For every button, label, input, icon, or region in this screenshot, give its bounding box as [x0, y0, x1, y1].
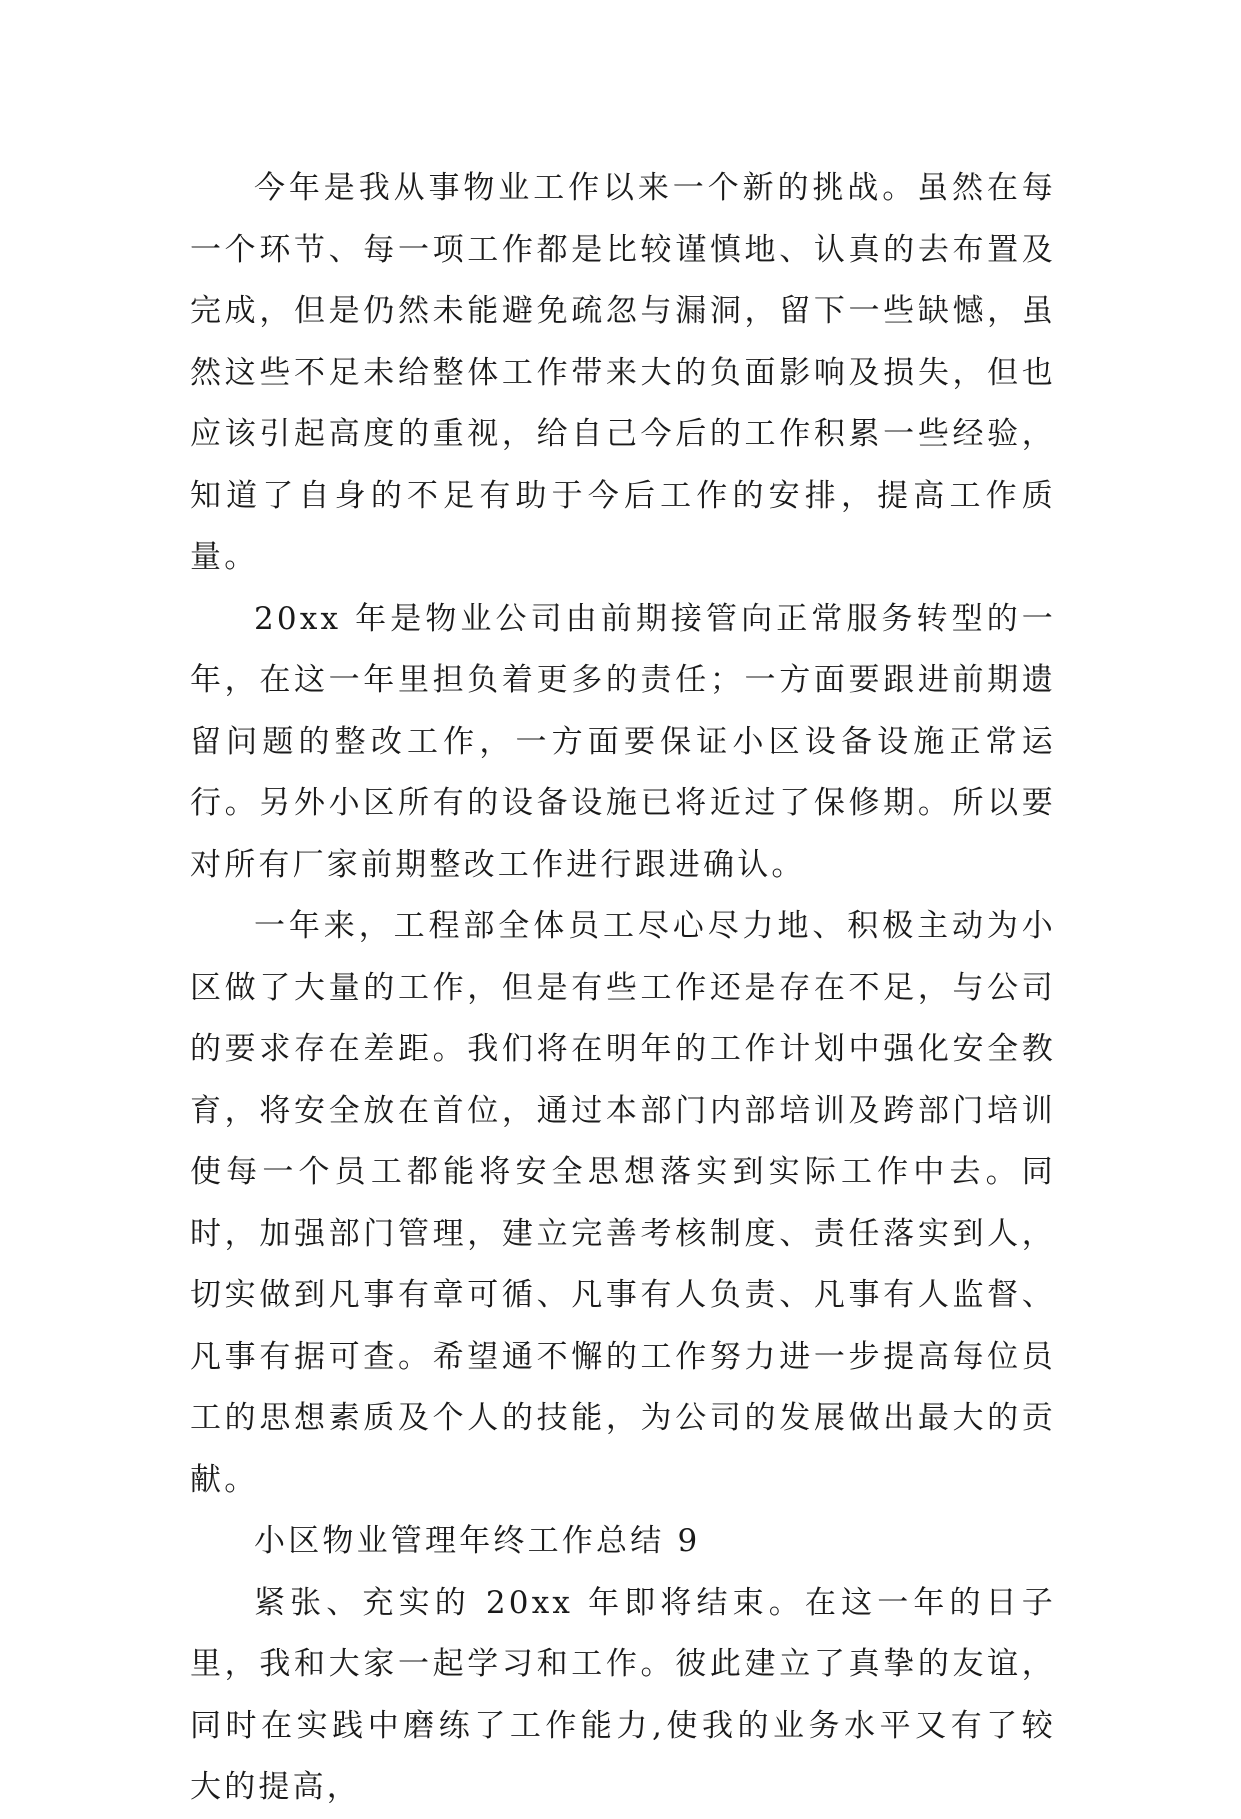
- section-heading: 小区物业管理年终工作总结 9: [254, 1523, 701, 1559]
- paragraph-transition-year: 20xx 年是物业公司由前期接管向正常服务转型的一年，在这一年里担负着更多的责任；一方面要跟进前期遗留问题的整改工作，一方面要保证小区设备设施正常运行。另外小区所有的设备设施已将近过了保修期。所以要对所有厂家前期整改工作进行跟进确认。: [190, 600, 1056, 883]
- paragraph-year-end: 紧张、充实的 20xx 年即将结束。在这一年的日子里，我和大家一起学习和工作。彼此建立了真挚的友谊，同时在实践中磨练了工作能力,使我的业务水平又有了较大的提高，: [190, 1584, 1056, 1805]
- paragraph-engineering-dept: 一年来，工程部全体员工尽心尽力地、积极主动为小区做了大量的工作，但是有些工作还是存在不足，与公司的要求存在差距。我们将在明年的工作计划中强化安全教育，将安全放在首位，通过本部门内部培训及跨部门培训使每一个员工都能将安全思想落实到实际工作中去。同时，加强部门管理，建立完善考核制度、责任落实到人，切实做到凡事有章可循、凡事有人负责、凡事有人监督、凡事有据可查。希望通不懈的工作努力进一步提高每位员工的思想素质及个人的技能，为公司的发展做出最大的贡献。: [190, 908, 1056, 1498]
- paragraph-challenge: 今年是我从事物业工作以来一个新的挑战。虽然在每一个环节、每一项工作都是比较谨慎地、认真的去布置及完成，但是仍然未能避免疏忽与漏洞，留下一些缺憾，虽然这些不足未给整体工作带来大的负面影响及损失，但也应该引起高度的重视，给自己今后的工作积累一些经验，知道了自身的不足有助于今后工作的安排，提高工作质量。: [190, 170, 1056, 575]
- document-body: [190, 158, 1056, 1819]
